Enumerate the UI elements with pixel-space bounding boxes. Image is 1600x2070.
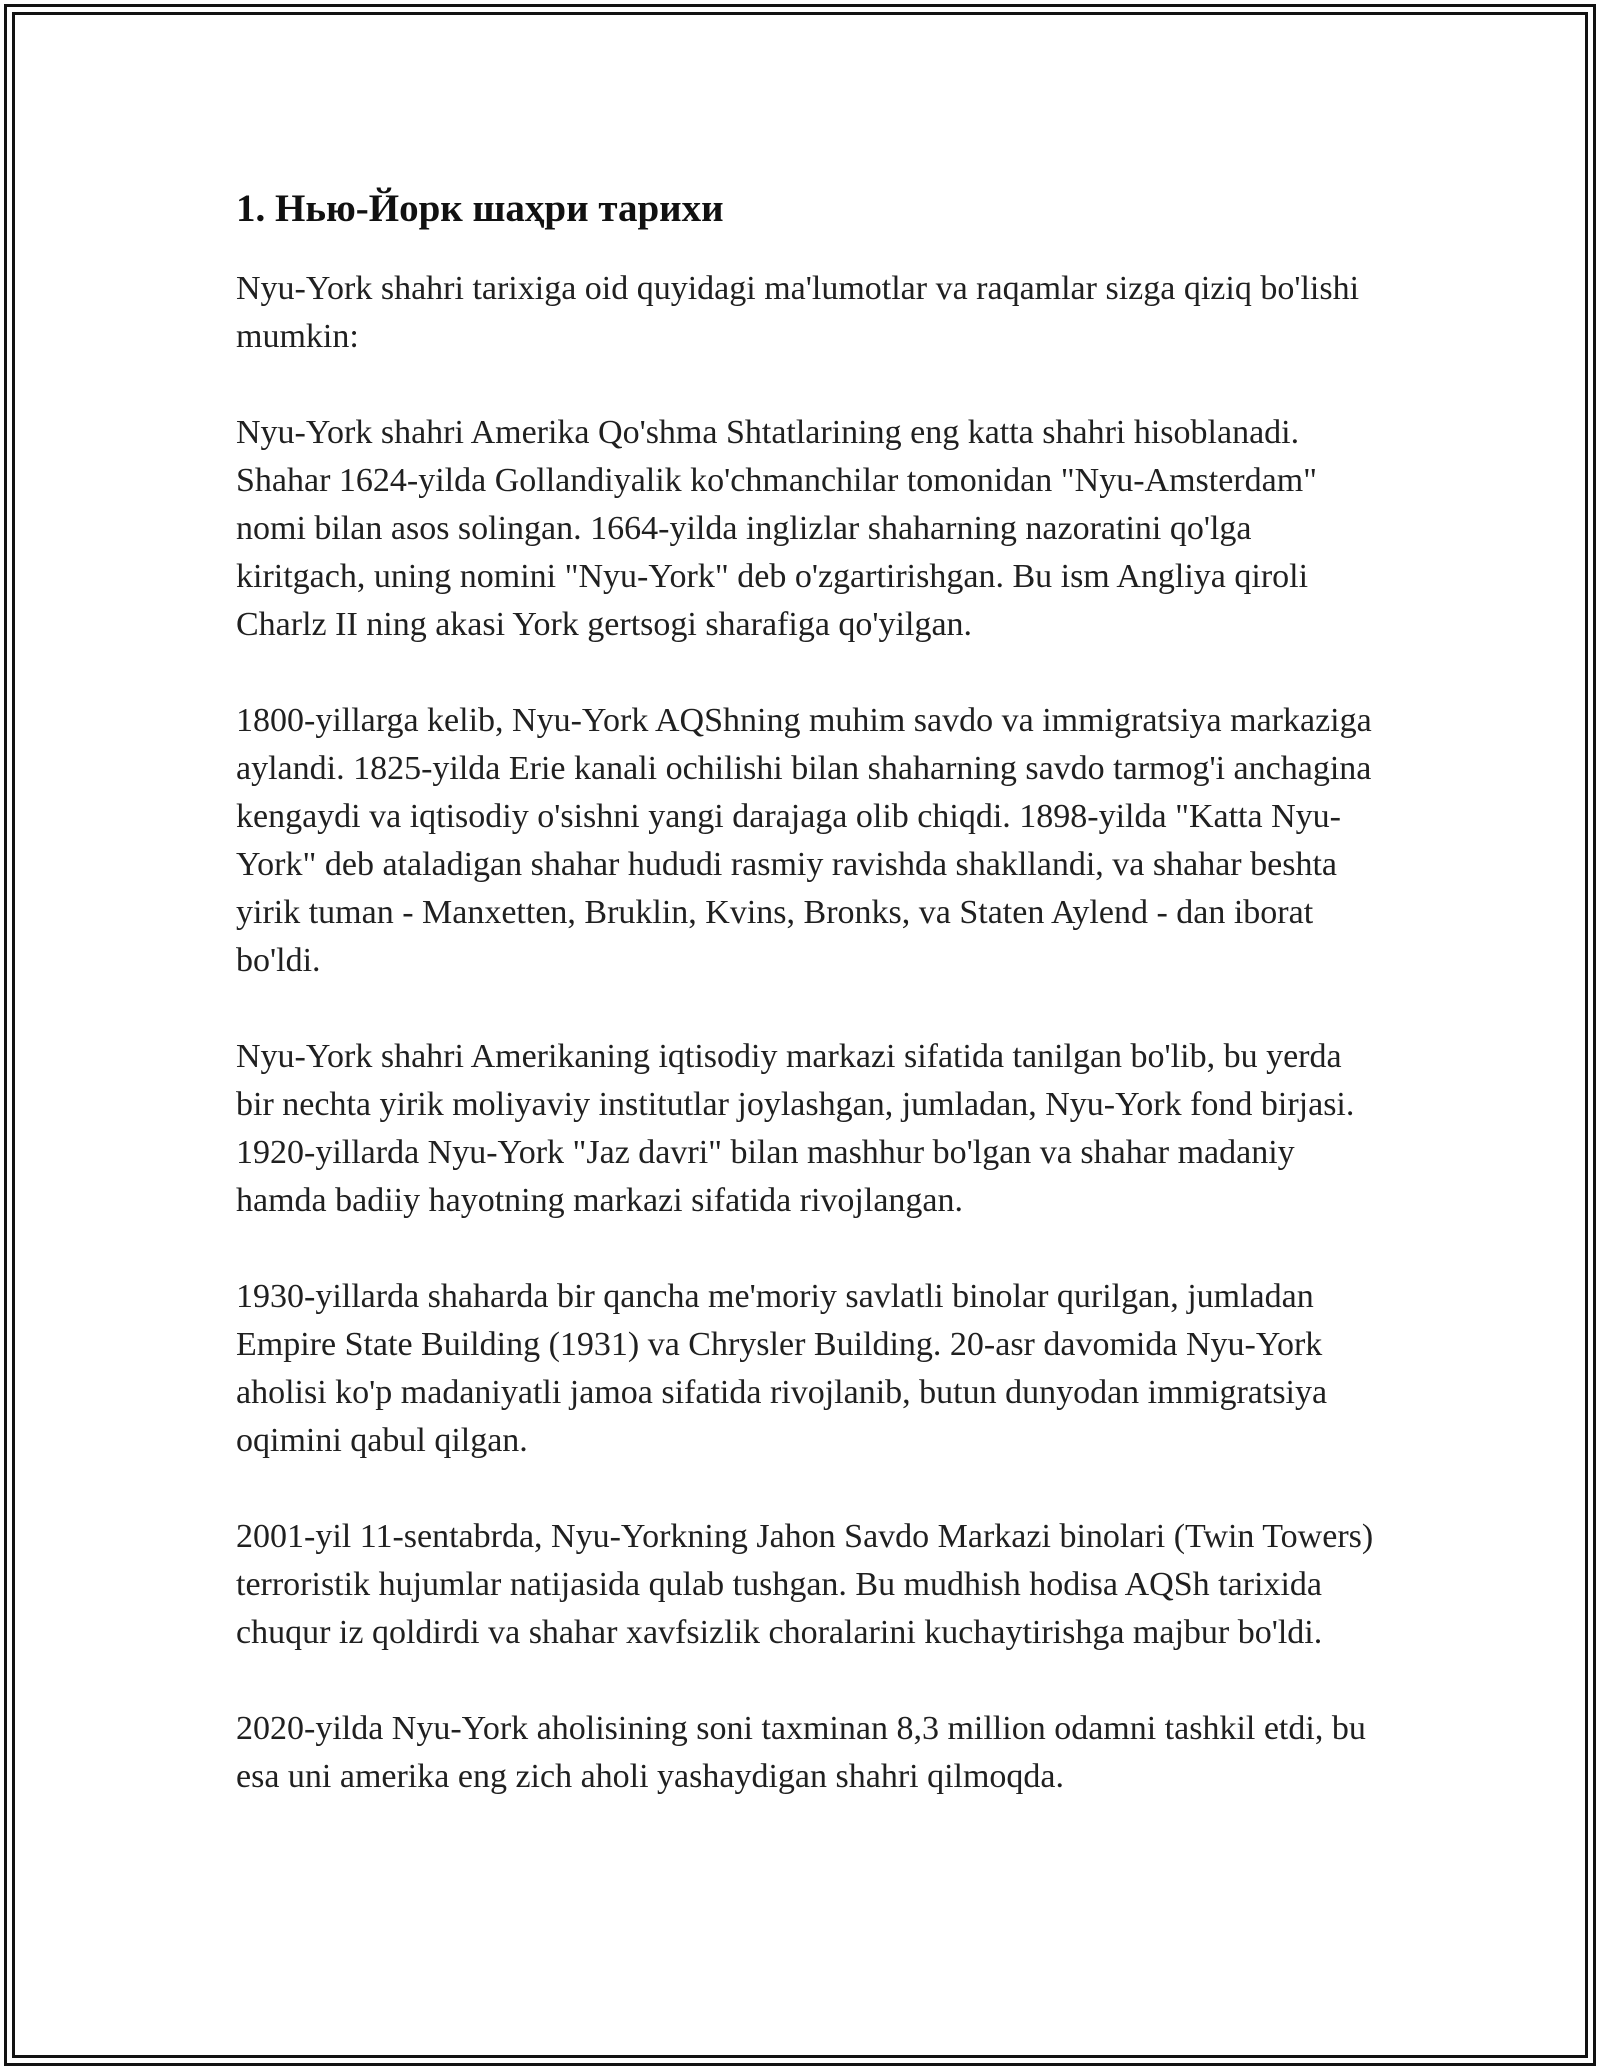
- founding-paragraph: Nyu-York shahri Amerika Qo'shma Shtatlarining eng katta shahri hisoblanadi. Shahar 1624-yilda Gollandiyalik ko'chmanchilar tomonidan "Nyu-Amsterdam" nomi bilan asos solingan. 1664-yilda inglizlar shaharning nazoratini qo'lga kiritgach, uning nomini "Nyu-York" deb o'zgartirishgan. Bu ism Angliya qiroli Charlz II ning akasi York gertsogi sharafiga qo'yilgan.: [236, 413, 1318, 643]
- intro-paragraph: Nyu-York shahri tarixiga oid quyidagi ma'lumotlar va raqamlar sizga qiziq bo'lishi mumkin:: [236, 269, 1360, 355]
- page-title: 1. Нью-Йорк шаҳри тарихи: [236, 187, 724, 230]
- architecture-paragraph: 1930-yillarda shaharda bir qancha me'moriy savlatli binolar qurilgan, jumladan Empire State Building (1931) va Chrysler Building. 20-asr davomida Nyu-York aholisi ko'p madaniyatli jamoa sifatida rivojlanib, butun dunyodan immigratsiya oqimini qabul qilgan.: [236, 1277, 1328, 1459]
- economy-paragraph: Nyu-York shahri Amerikaning iqtisodiy markazi sifatida tanilgan bo'lib, bu yerda bir nechta yirik moliyaviy institutlar joylashgan, jumladan, Nyu-York fond birjasi. 1920-yillarda Nyu-York "Jaz davri" bilan mashhur bo'lgan va shahar madaniy hamda badiiy hayotning markazi sifatida rivojlangan.: [236, 1037, 1355, 1219]
- population-paragraph: 2020-yilda Nyu-York aholisining soni taxminan 8,3 million odamni tashkil etdi, bu esa uni amerika eng zich aholi yashaydigan shahri qilmoqda.: [236, 1709, 1366, 1795]
- september-11-paragraph: 2001-yil 11-sentabrda, Nyu-Yorkning Jahon Savdo Markazi binolari (Twin Towers) terroristik hujumlar natijasida qulab tushgan. Bu mudhish hodisa AQSh tarixida chuqur iz qoldirdi va shahar xavfsizlik choralarini kuchaytirishga majbur bo'ldi.: [236, 1517, 1374, 1651]
- growth-paragraph: 1800-yillarga kelib, Nyu-York AQShning muhim savdo va immigratsiya markaziga aylandi. 1825-yilda Erie kanali ochilishi bilan shaharning savdo tarmog'i anchagina kengaydi va iqtisodiy o'sishni yangi darajaga olib chiqdi. 1898-yilda "Katta Nyu-York" deb ataladigan shahar hududi rasmiy ravishda shakllandi, va shahar beshta yirik tuman - Manxetten, Bruklin, Kvins, Bronks, va Staten Aylend - dan iborat bo'ldi.: [236, 701, 1372, 979]
- document-body: [236, 186, 1376, 1849]
